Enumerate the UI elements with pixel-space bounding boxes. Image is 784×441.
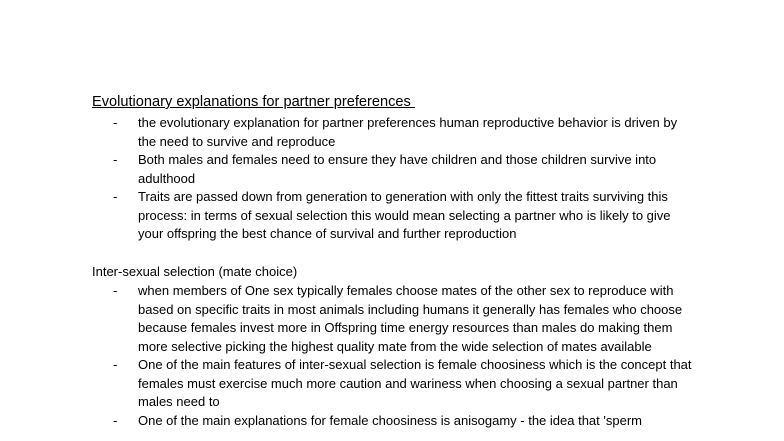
list-item-text: One of the main explanations for female choosiness is anisogamy - the idea that 'sperm xyxy=(138,412,642,428)
list-item xyxy=(0,356,698,412)
list-item xyxy=(0,412,698,431)
list-item-text: Traits are passed down from generation to generation with only the fittest traits surviving this process: in terms of sexual selection this would mean selecting a partner who is likely to give your offspring the best chance of survival and further reproduction xyxy=(138,189,671,241)
bullet-dash: - xyxy=(113,115,118,130)
list-item-text: the evolutionary explanation for partner preferences human reproductive behavior is driven by the need to survive and reproduce xyxy=(138,115,678,149)
section-title-inter-sexual: Inter-sexual selection (mate choice) xyxy=(92,264,298,279)
bullet-dash: - xyxy=(113,189,118,204)
list-item-text: One of the main features of inter-sexual selection is female choosiness which is the concept that females must exercise much more caution and wariness when choosing a sexual partner than males need to xyxy=(138,357,692,409)
bullet-list-inter-sexual xyxy=(0,282,698,430)
bullet-dash: - xyxy=(113,283,118,298)
bullet-list-evolutionary xyxy=(0,114,698,244)
list-item-text: when members of One sex typically females choose mates of the other sex to reproduce with based on specific traits in most animals including humans it generally has females who choose because females invest more in Offspring time energy resources than males do making them more selective picking the highest quality mate from the wide selection of mates available xyxy=(138,283,683,354)
bullet-dash: - xyxy=(113,357,118,372)
list-item xyxy=(0,282,698,356)
list-item-text: Both males and females need to ensure they have children and those children survive into adulthood xyxy=(138,152,657,186)
list-item xyxy=(0,114,698,151)
document-heading: Evolutionary explanations for partner preferences xyxy=(92,94,415,110)
bullet-dash: - xyxy=(113,152,118,167)
list-item xyxy=(0,151,698,188)
list-item xyxy=(0,188,698,244)
bullet-dash: - xyxy=(113,412,118,428)
